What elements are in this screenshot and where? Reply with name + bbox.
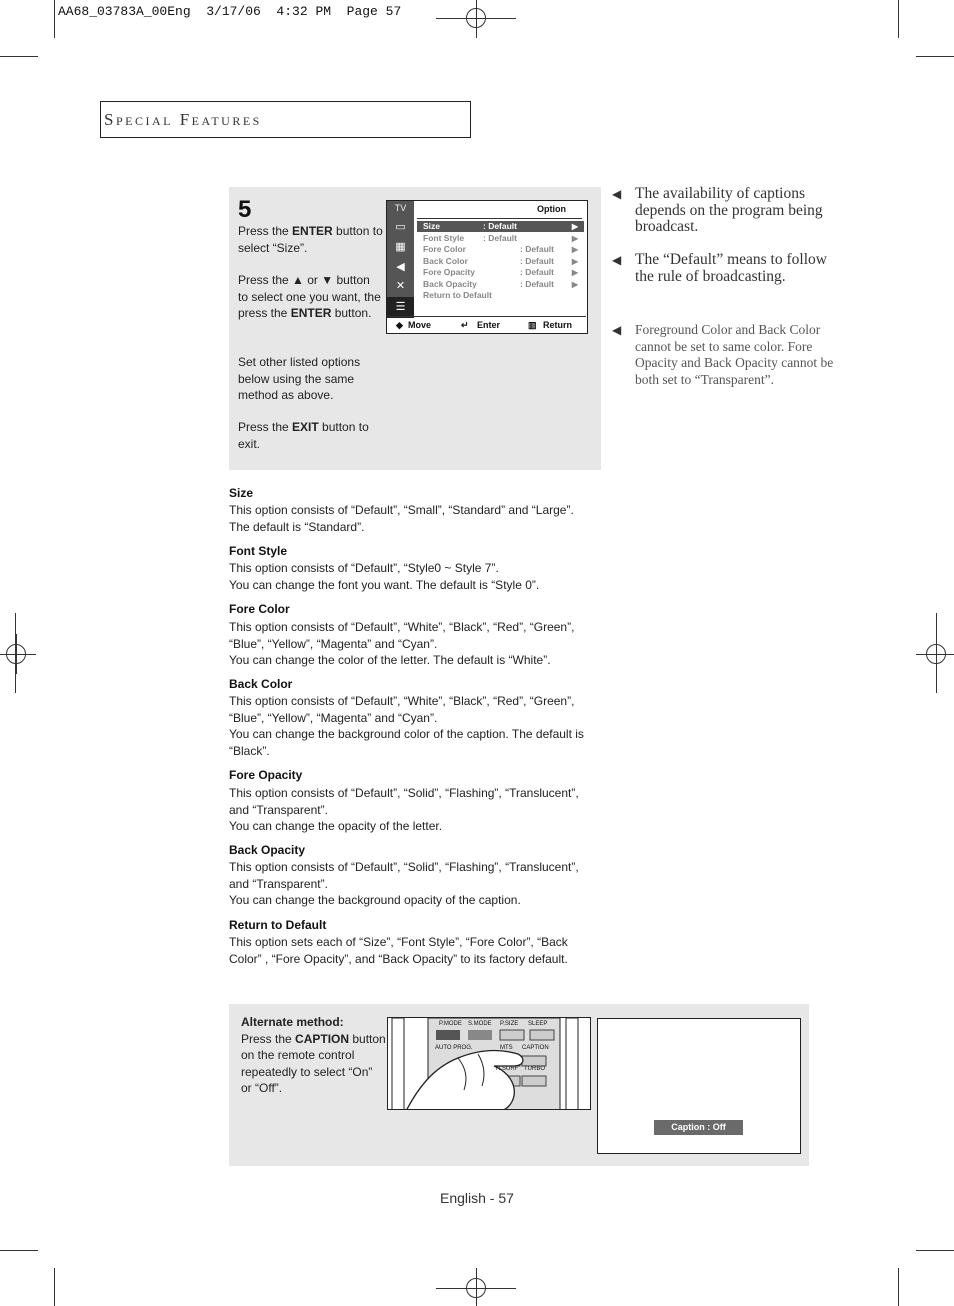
crop-mark — [54, 1268, 55, 1306]
option-body-return-to-default: This option sets each of “Size”, “Font Style”, “Fore Color”, “Back Color” , “Fore Opacity”, and “Back Opacity” to its factory default. — [229, 935, 568, 966]
step-paragraph-4: Press the EXIT button to exit. — [238, 420, 369, 451]
registration-mark — [456, 0, 496, 38]
option-title-font-style: Font Style — [229, 544, 288, 558]
remote-illustration — [387, 1017, 591, 1110]
osd-divider — [417, 218, 582, 219]
step-paragraph-2: Press the ▲ or ▼ button to select one you want, the press the ENTER button. — [238, 273, 381, 320]
option-body-fore-color: This option consists of “Default”, “White”, “Black”, “Red”, “Green”, “Blue”, “Yellow”, “Magenta” and “Cyan”. You can change the color of the letter. The default is “White”. — [229, 620, 575, 667]
print-header: AA68_03783A_00Eng 3/17/06 4:32 PM Page 57 — [58, 4, 402, 19]
option-body-back-color: This option consists of “Default”, “White”, “Black”, “Red”, “Green”, “Blue”, “Yellow”, “Magenta” and “Cyan”. You can change the background color of the caption. The default is “Black”. — [229, 694, 584, 758]
option-title-size: Size — [229, 486, 254, 500]
return-icon: ▥ — [528, 320, 537, 330]
osd-row-fore-opacity[interactable]: Fore Opacity : Default ▶ — [423, 267, 578, 277]
option-title-back-color: Back Color — [229, 677, 293, 691]
osd-row-size[interactable]: Size : Default ▶ — [417, 221, 584, 232]
osd-menu — [386, 200, 588, 334]
option-body-size: This option consists of “Default”, “Small”, “Standard” and “Large”. The default is “Standard”. — [229, 503, 574, 534]
input-icon: ▭ — [395, 221, 406, 233]
picture-icon: ▦ — [395, 241, 406, 253]
note-captions-availability: The availability of captions depends on the program being broadcast. — [635, 185, 823, 235]
crop-mark — [0, 1250, 38, 1251]
crop-mark — [0, 56, 38, 57]
section-title: Special Features — [104, 110, 262, 129]
option-title-fore-opacity: Fore Opacity — [229, 768, 303, 782]
step-paragraph-3: Set other listed options below using the same method as above. — [238, 355, 361, 402]
osd-row-font-style[interactable]: Font Style : Default ▶ — [423, 233, 578, 243]
crop-mark — [898, 0, 899, 38]
osd-tv-label: TV — [394, 203, 407, 213]
remote-button-label: TURBO — [524, 1066, 545, 1072]
arrow-right-icon: ▶ — [571, 222, 578, 231]
crop-mark — [436, 18, 516, 19]
alternate-method-text: Alternate method: Press the CAPTION button on the remote control repeatedly to select “On” or “Off”. — [241, 1015, 386, 1095]
move-icon: ◆ — [396, 320, 403, 330]
note-bullet-icon: ◀ — [612, 253, 622, 267]
channel-icon: ✕ — [395, 280, 406, 292]
option-body-back-opacity: This option consists of “Default”, “Solid”, “Flashing”, “Translucent”, and “Transparent”. You can change the background opacity of the caption. — [229, 860, 579, 907]
page-number: English - 57 — [440, 1190, 514, 1206]
remote-drawing — [388, 1018, 591, 1110]
remote-button-label: MTS — [500, 1045, 513, 1051]
arrow-right-icon: ▶ — [571, 280, 578, 289]
remote-button-label: P.MODE — [439, 1021, 462, 1027]
option-body-fore-opacity: This option consists of “Default”, “Solid”, “Flashing”, “Translucent”, and “Transparent”. You can change the opacity of the letter. — [229, 786, 579, 833]
step-number: 5 — [238, 196, 252, 223]
option-body-font-style: This option consists of “Default”, “Style0 ~ Style 7”. You can change the font you want. The default is “Style 0”. — [229, 561, 540, 592]
osd-row-back-color[interactable]: Back Color : Default ▶ — [423, 256, 578, 266]
remote-button-label: S.MODE — [468, 1021, 492, 1027]
sound-icon: ◀ — [396, 261, 405, 273]
crop-mark — [898, 1268, 899, 1306]
registration-mark — [916, 634, 954, 674]
osd-row-back-opacity[interactable]: Back Opacity : Default ▶ — [423, 279, 578, 289]
arrow-right-icon: ▶ — [571, 234, 578, 243]
step-paragraph-1: Press the ENTER button to select “Size”. — [238, 224, 383, 255]
arrow-right-icon: ▶ — [571, 257, 578, 266]
arrow-right-icon: ▶ — [571, 268, 578, 277]
registration-mark — [456, 1268, 496, 1306]
option-title-fore-color: Fore Color — [229, 602, 290, 616]
note-bullet-icon: ◀ — [612, 323, 622, 337]
option-title-back-opacity: Back Opacity — [229, 843, 306, 857]
registration-mark — [0, 634, 36, 674]
note-bullet-icon: ◀ — [612, 187, 622, 201]
remote-button-label: P.SIZE — [500, 1021, 519, 1027]
remote-button-label: R.SURF — [496, 1066, 519, 1072]
note-color-restrictions: Foreground Color and Back Color cannot be set to same color. Fore Opacity and Back Opacity cannot be both set to “Transparent”. — [635, 322, 834, 387]
remote-button-label: SLEEP — [528, 1021, 548, 1027]
crop-mark — [54, 0, 55, 38]
caption-status-badge: Caption : Off — [654, 1120, 743, 1135]
crop-mark — [916, 56, 954, 57]
crop-mark — [436, 1288, 516, 1289]
alternate-method-title: Alternate method: — [241, 1015, 344, 1029]
osd-row-return-to-default[interactable]: Return to Default — [423, 290, 492, 300]
note-default-meaning: The “Default” means to follow the rule of broadcasting. — [635, 251, 827, 285]
osd-footer: ◆ Move ↵ Enter ▥ Return — [387, 316, 586, 333]
option-title-return-to-default: Return to Default — [229, 918, 327, 932]
osd-row-fore-color[interactable]: Fore Color : Default ▶ — [423, 244, 578, 254]
enter-icon: ↵ — [461, 320, 469, 330]
crop-mark — [916, 1250, 954, 1251]
remote-caption-button[interactable]: CAPTION — [522, 1045, 549, 1051]
setup-icon: ☰ — [387, 297, 414, 318]
remote-button-label: AUTO PROG. — [435, 1045, 473, 1051]
osd-menu-title: Option — [537, 204, 566, 214]
arrow-right-icon: ▶ — [571, 245, 578, 254]
